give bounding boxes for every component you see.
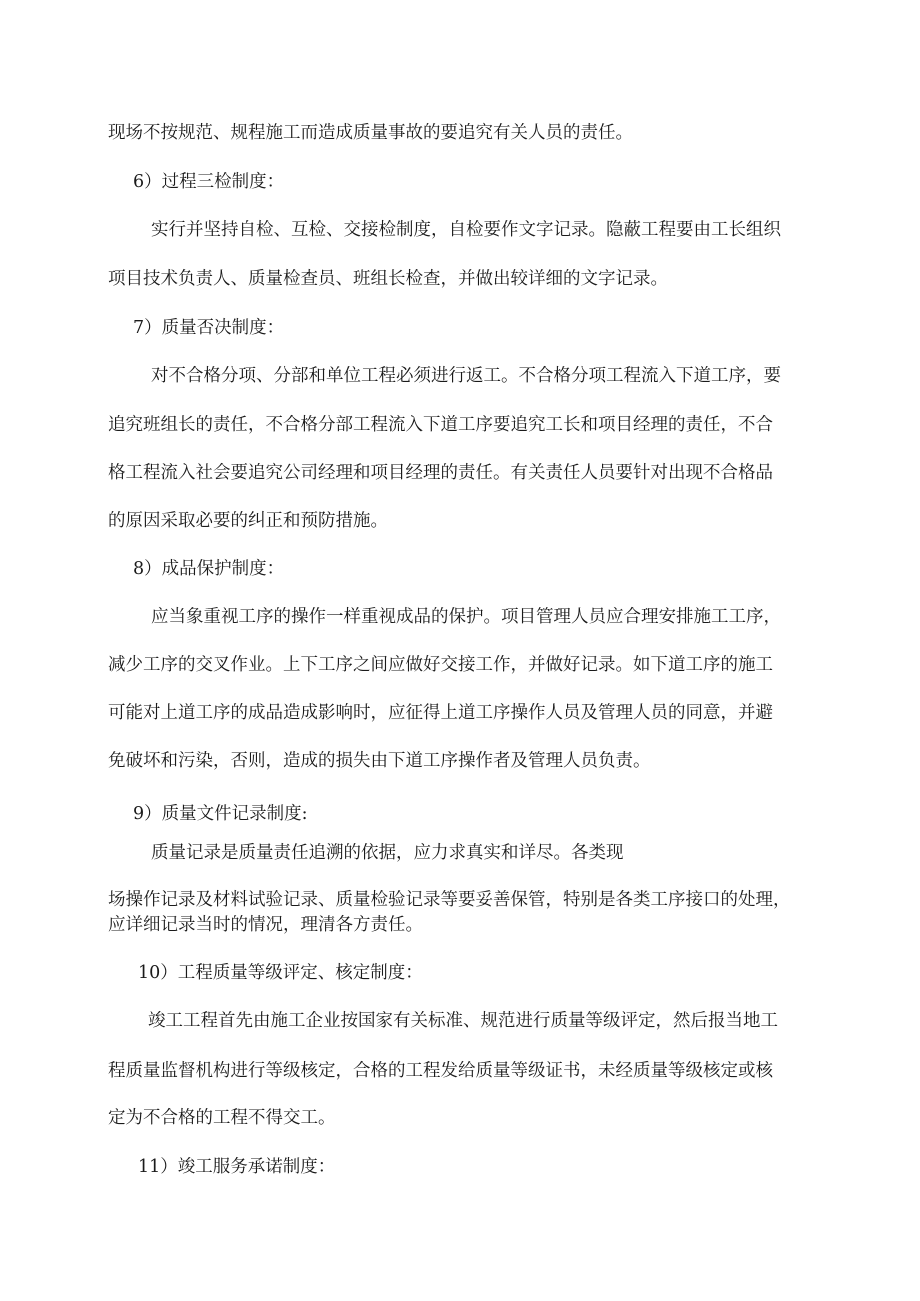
section-heading-8: 8）成品保护制度： — [133, 559, 285, 579]
paragraph-line: 现场不按规范、规程施工而造成质量事故的要追究有关人员的责任。 — [108, 123, 633, 143]
paragraph-line: 应详细记录当时的情况，理清各方责任。 — [108, 915, 423, 935]
paragraph-line: 定为不合格的工程不得交工。 — [108, 1108, 336, 1128]
section-heading-6: 6）过程三检制度： — [133, 172, 285, 192]
paragraph-line: 减少工序的交叉作业。上下工序之间应做好交接工作，并做好记录。如下道工序的施工 — [108, 655, 773, 675]
section-heading-11: 11）竣工服务承诺制度： — [138, 1157, 336, 1177]
paragraph-line: 格工程流入社会要追究公司经理和项目经理的责任。有关责任人员要针对出现不合格品 — [108, 463, 773, 483]
paragraph-line: 项目技术负责人、质量检查员、班组长检查，并做出较详细的文字记录。 — [108, 269, 668, 289]
paragraph-line: 场操作记录及材料试验记录、质量检验记录等要妥善保管，特别是各类工序接口的处理， — [108, 890, 791, 910]
section-heading-10: 10）工程质量等级评定、核定制度： — [138, 963, 423, 983]
paragraph-line: 实行并坚持自检、互检、交接检制度，自检要作文字记录。隐蔽工程要由工长组织 — [151, 220, 781, 240]
paragraph-line: 追究班组长的责任，不合格分部工程流入下道工序要追究工长和项目经理的责任，不合 — [108, 415, 773, 435]
paragraph-line: 的原因采取必要的纠正和预防措施。 — [108, 511, 388, 531]
paragraph-line: 程质量监督机构进行等级核定，合格的工程发给质量等级证书，未经质量等级核定或核 — [108, 1061, 773, 1081]
section-heading-7: 7）质量否决制度： — [133, 318, 285, 338]
section-heading-9: 9）质量文件记录制度: — [133, 804, 308, 824]
paragraph-line: 对不合格分项、分部和单位工程必须进行返工。不合格分项工程流入下道工序，要 — [151, 366, 781, 386]
paragraph-line: 质量记录是质量责任追溯的依据，应力求真实和详尽。各类现 — [151, 843, 624, 863]
paragraph-line: 可能对上道工序的成品造成影响时，应征得上道工序操作人员及管理人员的同意，并避 — [108, 703, 773, 723]
paragraph-line: 应当象重视工序的操作一样重视成品的保护。项目管理人员应合理安排施工工序， — [151, 607, 781, 627]
paragraph-line: 竣工工程首先由施工企业按国家有关标准、规范进行质量等级评定，然后报当地工 — [148, 1011, 778, 1031]
paragraph-line: 免破坏和污染，否则，造成的损失由下道工序操作者及管理人员负责。 — [108, 751, 651, 771]
